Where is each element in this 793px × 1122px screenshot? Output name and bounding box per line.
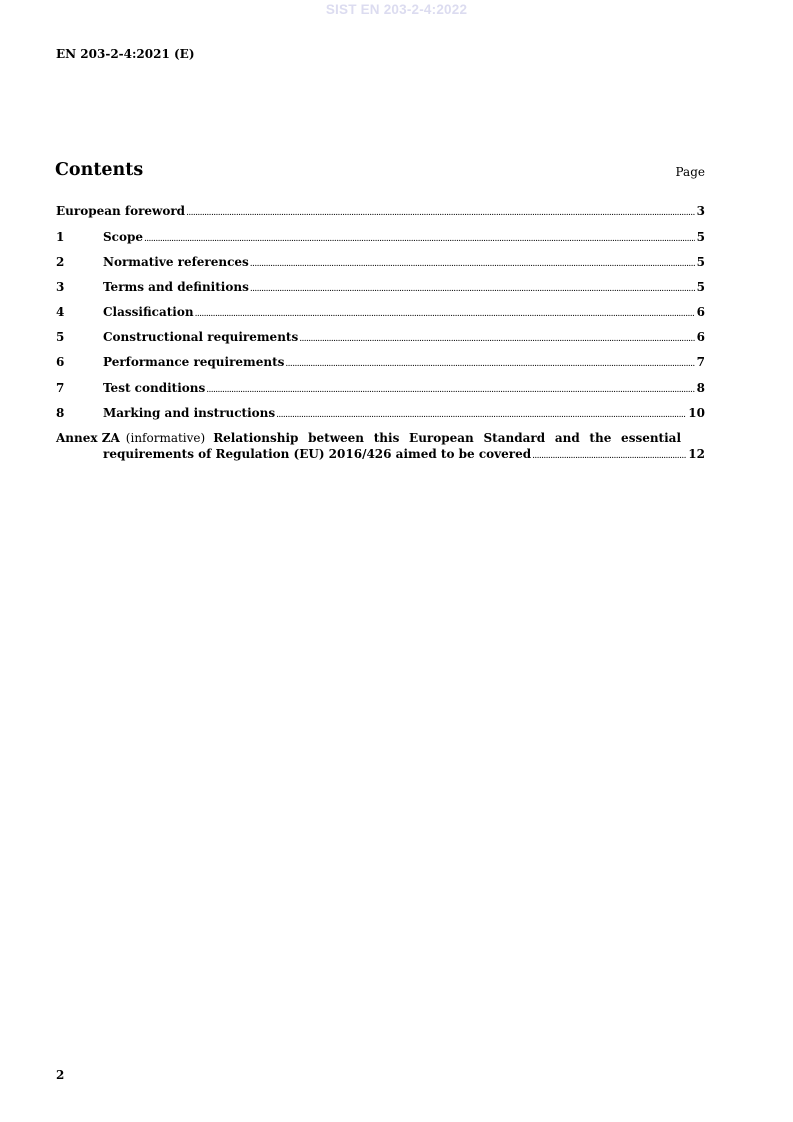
toc-entry-page: 12 [688, 447, 705, 461]
annex-title-line-1 [56, 430, 705, 446]
toc-entry-title: Scope [103, 229, 144, 244]
annex-title-line-2 [56, 446, 705, 464]
watermark: SIST EN 203-2-4:2022 [325, 2, 468, 17]
toc-entry-annex-za[interactable] [56, 430, 705, 464]
toc-dot-leader [206, 382, 694, 398]
toc-entry[interactable] [56, 279, 705, 304]
table-of-contents [56, 203, 705, 464]
toc-entry-number: 2 [56, 254, 65, 269]
annex-informative-label: (informative) [125, 431, 206, 445]
toc-entry-title: Classification [103, 305, 194, 320]
toc-dot-leader [276, 407, 686, 423]
toc-entry-title: Marking and instructions [103, 405, 276, 420]
toc-entry-page: 10 [688, 405, 705, 420]
toc-entry-number: 7 [56, 380, 65, 395]
toc-entry[interactable] [56, 304, 705, 329]
document-id: EN 203-2-4:2021 (E) [56, 47, 195, 61]
toc-dot-leader [299, 331, 694, 347]
toc-entry-title: Terms and definitions [103, 279, 249, 294]
toc-entry-number: 1 [56, 229, 65, 244]
toc-entry[interactable] [56, 229, 705, 254]
toc-entry-number: 3 [56, 279, 65, 294]
toc-entry-page: 3 [696, 204, 705, 218]
toc-entry-page: 5 [696, 254, 705, 269]
toc-entry-foreword[interactable] [56, 203, 705, 229]
toc-dot-leader [285, 356, 694, 372]
toc-entry-title: Test conditions [103, 380, 206, 395]
footer-page-number: 2 [56, 1068, 65, 1082]
toc-entry[interactable] [56, 329, 705, 354]
toc-entry-number: 5 [56, 330, 65, 345]
page-column-label: Page [675, 165, 705, 179]
toc-entry[interactable] [56, 354, 705, 379]
toc-entry-page: 5 [696, 229, 705, 244]
toc-entry-page: 5 [696, 279, 705, 294]
toc-entry-title: Constructional requirements [103, 330, 299, 345]
toc-entry-number: 4 [56, 305, 65, 320]
annex-title-part-1: Relationship between this European Standard and the essential [213, 431, 681, 445]
toc-entry[interactable] [56, 405, 705, 430]
annex-title-part-2: requirements of Regulation (EU) 2016/426 aimed to be covered [103, 447, 532, 461]
toc-entry-title: European foreword [56, 204, 186, 218]
toc-dot-leader [186, 205, 695, 221]
toc-entry[interactable] [56, 380, 705, 405]
toc-dot-leader [250, 281, 695, 297]
toc-entry-number: 8 [56, 405, 65, 420]
toc-entry[interactable] [56, 254, 705, 279]
toc-entry-number: 6 [56, 355, 65, 370]
toc-entry-page: 8 [696, 380, 705, 395]
contents-title: Contents [55, 160, 144, 180]
annex-label: Annex ZA [56, 431, 120, 445]
toc-dot-leader [195, 306, 695, 322]
toc-dot-leader [250, 256, 695, 272]
toc-entry-page: 7 [696, 355, 705, 370]
toc-entry-page: 6 [696, 305, 705, 320]
toc-dot-leader [144, 231, 695, 247]
toc-entry-title: Normative references [103, 254, 249, 269]
toc-dot-leader [532, 448, 686, 464]
toc-entry-title: Performance requirements [103, 355, 285, 370]
toc-entry-page: 6 [696, 330, 705, 345]
